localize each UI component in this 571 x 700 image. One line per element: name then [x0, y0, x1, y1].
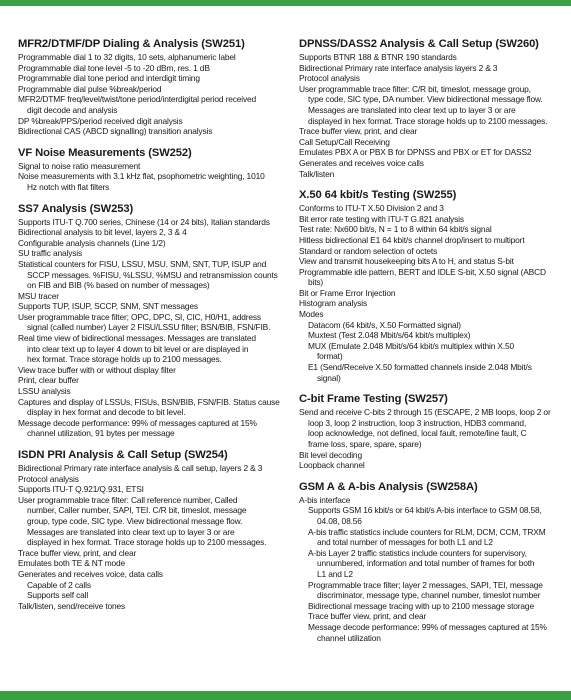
feature-line: hex format. Trace storage holds up to 2100 messages.: [27, 354, 222, 365]
section-ss7-analysis-sw253: [18, 203, 284, 439]
feature-line: frame loss, spare, spare, spare): [308, 439, 422, 449]
left-column: [18, 38, 284, 621]
feature-line: View trace buffer with or without display filter: [18, 364, 176, 375]
feature-line: Supports BTNR 188 & BTNR 190 standards: [299, 52, 457, 62]
section-title: VF Noise Measurements (SW252): [18, 146, 192, 159]
feature-line: MUX (Emulate 2.048 Mbit/s/64 kbit/s multiplex within X.50: [308, 340, 515, 351]
section-title: MFR2/DTMF/DP Dialing & Analysis (SW251): [18, 38, 245, 50]
feature-line: Trace buffer view, print, and clear: [299, 126, 418, 137]
feature-line: Message decode performance: 99% of messages captured at 15%: [18, 417, 257, 428]
feature-line: Noise measurements with 3.1 kHz flat, psophometric weighting, 1010: [18, 171, 265, 182]
feature-line: Programmable dial pulse %break/period: [18, 83, 162, 94]
feature-line: Generates and receives voice, data calls: [18, 568, 163, 579]
section-title: SS7 Analysis (SW253): [18, 202, 134, 215]
feature-line: unnumbered, information and total number of frames for both: [317, 558, 535, 569]
feature-line: Programmable dial 1 to 32 digits, 10 sets, alphanumeric label: [18, 52, 236, 62]
feature-line: DP %break/PPS/period received digit analysis: [18, 115, 183, 126]
feature-line: Loopback channel: [299, 460, 365, 471]
feature-line: A-bis Layer 2 traffic statistics include counters for supervisory,: [308, 547, 527, 558]
feature-line: loop acknowledge, not defined, local fault, remote/line fault, C: [308, 428, 527, 439]
feature-line: signal): [317, 372, 341, 383]
section-title: X.50 64 kbit/s Testing (SW255): [299, 189, 457, 202]
feature-line: Programmable dial tone level -5 to -20 dBm, res. 1 dB: [18, 62, 210, 73]
bottom-accent-bar: [0, 691, 571, 700]
feature-line: MSU tracer: [18, 290, 59, 301]
feature-line: display in hex format and decode to bit level.: [27, 407, 186, 418]
feature-line: signal (called number) Layer 2 FISU/LSSU filter; BSN/BIB, FSN/FIB.: [27, 322, 271, 333]
feature-line: LSSU analysis: [18, 386, 71, 397]
feature-line: Talk/listen: [299, 168, 335, 179]
section-title: C-bit Frame Testing (SW257): [299, 393, 448, 406]
feature-line: channel utilization, 91 bytes per message: [27, 428, 175, 439]
feature-line: Trace buffer view, print, and clear: [18, 547, 137, 558]
feature-line: Talk/listen, send/receive tones: [18, 600, 126, 611]
feature-line: Generates and receives voice calls: [299, 157, 424, 168]
section-dpnss-dass2-analysis-call-setup-sw260: [299, 38, 557, 179]
feature-line: displayed in hex format. Trace storage holds up to 2100 messages.: [27, 537, 267, 548]
feature-line: E1 (Send/Receive X.50 formatted channels inside 2.048 Mbit/s: [308, 362, 532, 373]
feature-line: Supports TUP, ISUP, SCCP, SNM, SNT messages: [18, 301, 198, 312]
feature-line: Programmable idle pattern, BERT and IDLE S-bit, X.50 signal (ABCD: [299, 266, 546, 277]
section-isdn-pri-analysis-call-setup-sw254: [18, 449, 284, 611]
feature-line: on FIB and BIB (% based on number of messages): [27, 280, 210, 291]
feature-line: Protocol analysis: [18, 473, 79, 484]
feature-line: Captures and display of LSSUs, FISUs, BSN/BIB, FSN/FIB. Status cause: [18, 396, 280, 407]
feature-line: Messages are translated into clear text up to layer 3 or are: [27, 526, 235, 537]
feature-line: User programmable trace filter: C/R bit, timeslot, message group,: [299, 83, 531, 94]
feature-line: User programmable trace filter; OPC, DPC, SI, CIC, H0/H1, address: [18, 311, 261, 322]
feature-line: Supports GSM 16 kbit/s or 64 kbit/s A-bis interface to GSM 08.58,: [308, 505, 542, 516]
feature-line: Hitless bidirectional E1 64 kbit/s channel drop/insert to multiport: [299, 234, 525, 245]
feature-line: Hz notch with flat filters: [27, 181, 110, 192]
feature-line: number, Caller number, SAPI, TEI. C/R bit, timeslot, message: [27, 505, 247, 516]
feature-line: type code, SIC type, DA number. View bidirectional message flow.: [308, 94, 543, 105]
feature-line: 04.08, 08.56: [317, 515, 362, 526]
feature-line: and total number of messages for both L1 and L2: [317, 537, 493, 548]
feature-line: Modes: [299, 309, 324, 320]
feature-line: Supports ITU-T Q.921/Q.931, ETSI: [18, 484, 144, 495]
feature-line: digit decode and analysis: [27, 104, 118, 115]
feature-line: Protocol analysis: [299, 73, 360, 84]
feature-line: SCCP messages. %FISU, %LSSU, %MSU and retransmission counts: [27, 269, 278, 280]
feature-line: Messages are translated into clear text up to layer 3 or are: [308, 104, 516, 115]
feature-line: Bidirectional analysis to bit level, layers 2, 3 & 4: [18, 227, 187, 238]
feature-line: channel utilization: [317, 632, 381, 643]
feature-line: Supports ITU-T Q.700 series, Chinese (14 or 24 bits), Italian standards: [18, 216, 270, 227]
feature-line: Real time view of bidirectional messages. Messages are translated: [18, 333, 256, 344]
feature-line: Test rate: Nx600 bit/s, N = 1 to 8 within 64 kbit/s signal: [299, 224, 492, 235]
section-c-bit-frame-testing-sw257: [299, 393, 557, 471]
feature-line: Datacom (64 kbit/s, X.50 Formatted signal): [308, 319, 461, 330]
feature-line: Signal to noise ratio measurement: [18, 160, 141, 171]
section-x-50-64-kbit-s-testing-sw255: [299, 189, 557, 383]
right-column: [299, 38, 557, 653]
feature-line: format): [317, 351, 343, 362]
feature-line: SU traffic analysis: [18, 248, 83, 259]
feature-line: A-bis traffic statistics include counters for RLM, DCM, CCM, TRXM: [308, 526, 546, 537]
section-mfr2-dtmf-dp-dialing-analysis-sw251: [18, 38, 284, 137]
feature-line: Message decode performance: 99% of messages captured at 15%: [308, 621, 547, 632]
feature-line: Programmable trace filter; layer 2 messages, SAPI, TEI, message: [308, 579, 543, 590]
top-accent-bar: [0, 0, 571, 6]
feature-line: Emulates PBX A or PBX B for DPNSS and PBX or ET for DASS2: [299, 147, 532, 158]
feature-line: Statistical counters for FISU, LSSU, MSU, SNM, SNT, TUP, ISUP and: [18, 258, 267, 269]
section-title: GSM A & A-bis Analysis (SW258A): [299, 480, 478, 493]
feature-line: loop 3, loop 2 instruction, loop 3 instruction, HDB3 command,: [308, 417, 527, 428]
feature-line: Supports self call: [27, 590, 89, 601]
feature-line: View and transmit housekeeping bits A to H, and status S-bit: [299, 256, 514, 267]
feature-line: Standard or random selection of octets: [299, 245, 438, 256]
feature-line: Muxtest (Test 2.048 Mbit/s/64 kbit/s multiplex): [308, 330, 471, 341]
feature-line: Bit level decoding: [299, 449, 362, 460]
feature-line: displayed in hex format. Trace storage holds up to 2100 messages.: [308, 115, 548, 126]
feature-line: Configurable analysis channels (Line 1/2): [18, 237, 166, 248]
feature-line: Bit or Frame Error Injection: [299, 287, 396, 298]
feature-line: group, type code, SIC type. View bidirectional message flow.: [27, 515, 243, 526]
feature-line: L1 and L2: [317, 568, 353, 579]
feature-line: User programmable trace filter: Call reference number, Called: [18, 494, 238, 505]
feature-line: Bidirectional Primary rate interface analysis layers 2 & 3: [299, 62, 498, 73]
feature-line: Conforms to ITU-T X.50 Division 2 and 3: [299, 203, 444, 214]
feature-line: Bidirectional message tracing with up to 2100 message storage: [308, 600, 534, 611]
feature-line: Emulates both TE & NT mode: [18, 558, 126, 569]
feature-line: Capable of 2 calls: [27, 579, 91, 590]
section-title: ISDN PRI Analysis & Call Setup (SW254): [18, 449, 228, 461]
section-vf-noise-measurements-sw252: [18, 147, 284, 193]
feature-line: discriminator, message type, channel number, timeslot number: [317, 590, 541, 601]
feature-line: A-bis interface: [299, 494, 351, 505]
section-title: DPNSS/DASS2 Analysis & Call Setup (SW260): [299, 38, 539, 50]
feature-line: into clear text up to layer 4 down to bit level or are displayed in: [27, 343, 249, 354]
feature-line: Programmable dial tone period and interdigit timing: [18, 73, 200, 84]
feature-line: Bidirectional CAS (ABCD signalling) transition analysis: [18, 126, 213, 137]
feature-line: Bit error rate testing with ITU-T G.821 analysis: [299, 213, 464, 224]
feature-line: Bidirectional Primary rate interface analysis & call setup, layers 2 & 3: [18, 463, 263, 473]
feature-line: MFR2/DTMF freq/level/twist/tone period/interdigital period received: [18, 94, 257, 105]
feature-line: Send and receive C-bits 2 through 15 (ESCAPE, 2 MB loops, loop 2 or: [299, 407, 551, 418]
feature-line: Trace buffer view, print, and clear: [308, 611, 427, 622]
feature-line: Histogram analysis: [299, 298, 368, 309]
feature-line: bits): [308, 277, 324, 288]
feature-line: Print, clear buffer: [18, 375, 79, 386]
section-gsm-a-a-bis-analysis-sw258a: [299, 481, 557, 643]
feature-line: Call Setup/Call Receiving: [299, 136, 390, 147]
